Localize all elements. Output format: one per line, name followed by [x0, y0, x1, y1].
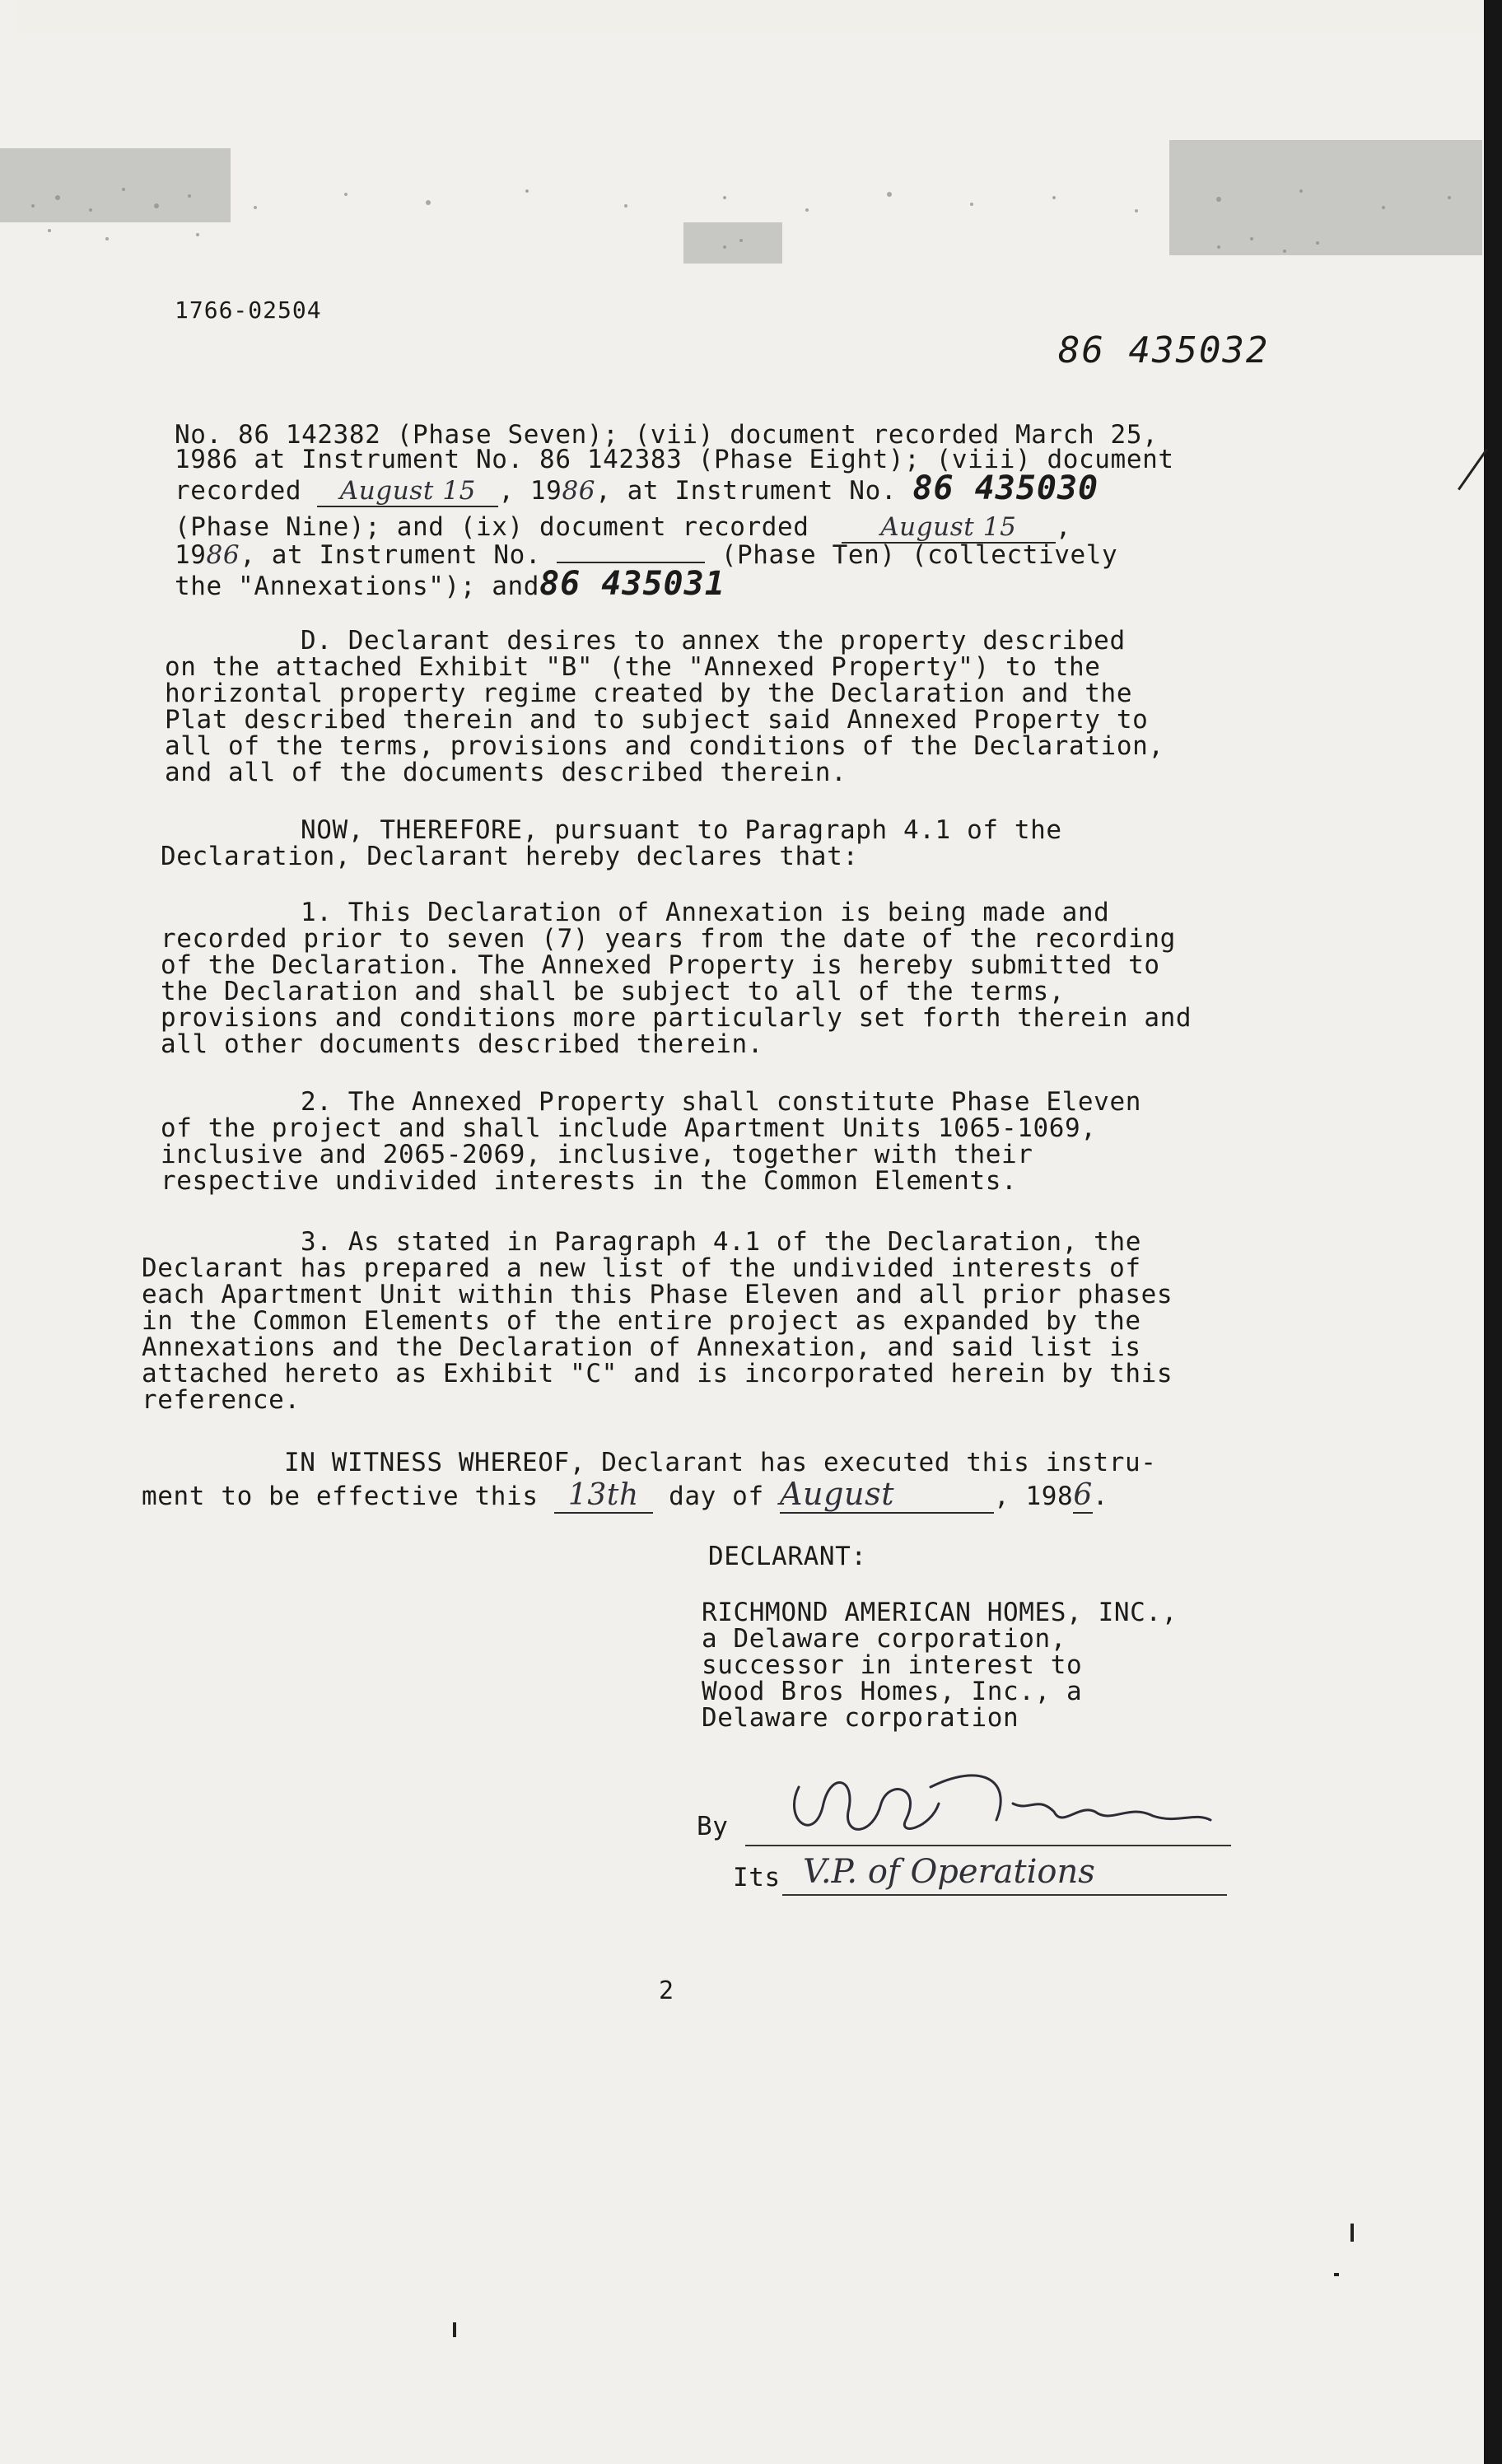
item-2-line: of the project and shall include Apartment Units 1065-1069, — [161, 1113, 1097, 1143]
item-1-line: the Declaration and shall be subject to all of the terms, — [161, 977, 1066, 1006]
item-1-line: 1. This Declaration of Annexation is being made and — [301, 898, 1110, 927]
item-3-line: Declarant has prepared a new list of the undivided interests of — [142, 1253, 1141, 1283]
recital-line: the "Annexations"); and86 435031 — [175, 565, 725, 603]
item-3-line: 3. As stated in Paragraph 4.1 of the Declaration, the — [301, 1227, 1141, 1257]
stamped-instrument-number: 86 435030 — [912, 469, 1099, 507]
item-2-line: inclusive and 2065-2069, inclusive, together with their — [161, 1140, 1033, 1169]
item-3-line: each Apartment Unit within this Phase Eleven and all prior phases — [142, 1280, 1173, 1309]
item-1-line: of the Declaration. The Annexed Property is hereby submitted to — [161, 950, 1160, 980]
scan-mark — [453, 2322, 456, 2337]
witness-line: IN WITNESS WHEREOF, Declarant has executed this instru- — [284, 1448, 1157, 1477]
paragraph-d-line: on the attached Exhibit "B" (the "Annexed Property") to the — [165, 652, 1101, 682]
item-1-line: recorded prior to seven (7) years from the date of the recording — [161, 924, 1176, 954]
recital-line: No. 86 142382 (Phase Seven); (vii) document recorded March 25, — [175, 420, 1159, 450]
declarant-name-line: successor in interest to — [702, 1650, 1083, 1680]
declarant-name-line: a Delaware corporation, — [702, 1624, 1067, 1654]
witness-line: ment to be effective this 13th day of August , 1986. — [142, 1476, 1109, 1512]
declarant-name-line: Delaware corporation — [702, 1703, 1019, 1733]
recital-line: 1986, at Instrument No. (Phase Ten) (collectively — [175, 540, 1118, 570]
handwritten-date: August 15 — [842, 512, 1056, 544]
item-2-line: 2. The Annexed Property shall constitute Phase Eleven — [301, 1087, 1141, 1117]
handwritten-year-digit: 6 — [1073, 1478, 1093, 1512]
recording-stamp-number: 86 435032 — [1058, 329, 1270, 371]
handwritten-year: 86 — [206, 540, 240, 570]
paragraph-d-line: Plat described therein and to subject said Annexed Property to — [165, 705, 1149, 735]
scan-mark — [1350, 2224, 1354, 2242]
declarant-heading: DECLARANT: — [708, 1542, 867, 1571]
item-3-line: attached hereto as Exhibit "C" and is incorporated herein by this — [142, 1359, 1173, 1388]
paragraph-d-line: horizontal property regime created by the Declaration and the — [165, 679, 1133, 708]
now-therefore-line: Declaration, Declarant hereby declares that: — [161, 842, 859, 871]
item-1-line: provisions and conditions more particularly set forth therein and — [161, 1003, 1192, 1033]
now-therefore-line: NOW, THEREFORE, pursuant to Paragraph 4.1 of the — [301, 815, 1062, 845]
handwritten-date: August 15 — [317, 476, 498, 507]
paragraph-d-line: all of the terms, provisions and conditions of the Declaration, — [165, 731, 1164, 761]
handwritten-day: 13th — [554, 1478, 653, 1514]
handwritten-month: August — [780, 1476, 994, 1514]
handwritten-year: 86 — [562, 476, 596, 506]
stamped-instrument-number: 86 435031 — [539, 565, 725, 603]
paragraph-d-line: D. Declarant desires to annex the property described — [301, 626, 1126, 656]
scan-edge — [1484, 0, 1502, 2464]
recital-line: 1986 at Instrument No. 86 142383 (Phase Eight); (viii) document — [175, 445, 1174, 474]
declarant-name-line: RICHMOND AMERICAN HOMES, INC., — [702, 1598, 1178, 1627]
declarant-name-line: Wood Bros Homes, Inc., a — [702, 1677, 1083, 1706]
item-3-line: in the Common Elements of the entire project as expanded by the — [142, 1306, 1141, 1336]
document-number: 1766-02504 — [175, 296, 322, 324]
paragraph-d-line: and all of the documents described therein. — [165, 758, 847, 787]
item-3-line: reference. — [142, 1385, 301, 1415]
item-2-line: respective undivided interests in the Common Elements. — [161, 1166, 1018, 1196]
scan-mark — [1334, 2273, 1339, 2276]
scan-noise — [0, 0, 1502, 296]
recital-line: recorded August 15 , 1986, at Instrument No. 86 435030 — [175, 469, 1099, 507]
handwritten-signature — [766, 1754, 1227, 1853]
page-number: 2 — [659, 1976, 674, 2005]
item-1-line: all other documents described therein. — [161, 1029, 764, 1059]
handwritten-title: V.P. of Operations — [803, 1853, 1095, 1891]
recital-line: (Phase Nine); and (ix) document recorded August 15 , — [175, 512, 1072, 542]
its-label: Its — [733, 1863, 781, 1892]
title-line — [782, 1894, 1227, 1896]
by-label: By — [697, 1812, 729, 1841]
item-3-line: Annexations and the Declaration of Annexation, and said list is — [142, 1332, 1141, 1362]
